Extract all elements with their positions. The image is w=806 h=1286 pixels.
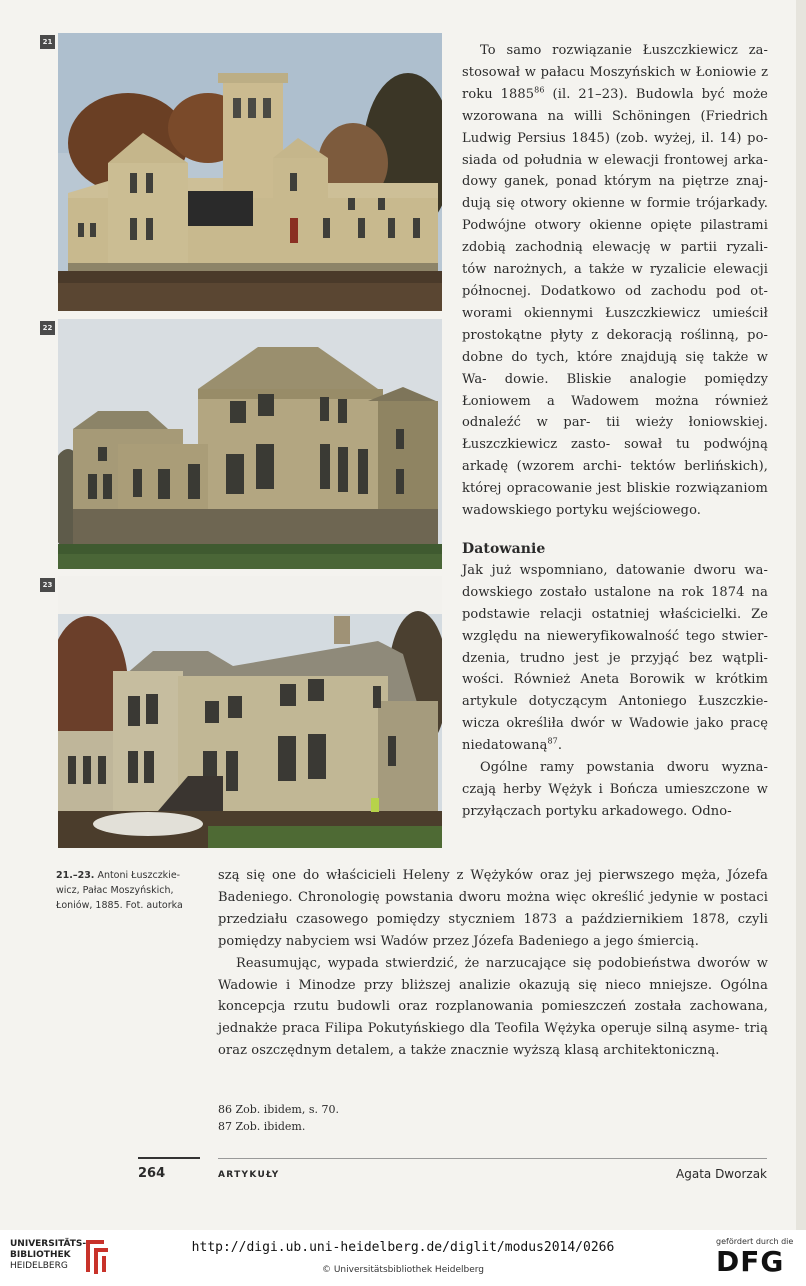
figure-number-23: 23	[40, 578, 55, 592]
photo-palace-east	[58, 576, 442, 848]
page-edge	[796, 0, 806, 1230]
figure-caption: 21.–23. Antoni Łuszczkie- wicz, Pałac Moszyńskich, Łoniów, 1885. Fot. autorka	[56, 870, 183, 911]
author-name: Agata Dworzak	[676, 1167, 767, 1181]
section-heading: Datowanie	[462, 540, 546, 557]
dfg-label: gefördert durch die	[716, 1237, 794, 1246]
right-text-column: To samo rozwiązanie Łuszczkiewicz za- stosował w pałacu Moszyńskich w Łoniowie z roku 1885$^{86}$ (il. 21–23). Budowla być może wzorowana na willi Schöningen (Friedrich Ludwig Persius 1845) (zob. wyżej, il. 14) po- siada od południa w elewacji frontowej arka- dowy ganek, ponad którym na piętrze znaj- dują się otwory okienne w formie trójarkady. Podwójne otwory okienne opięte pilastrami zdobią zachodnią elewację w partii ryzali- tów narożnych, a także w ryzalicie elewacji północnej. Dodatkowo od zachodu pod ot- worami okiennymi Łuszczkiewicz umieścił prostokątne płyty z dekoracją roślinną, po- dobne do tych, które znajdują się także w Wa- dowie. Bliskie analogie pomiędzy Łoniowem a Wadowem można również odnaleźć w par- tii wieży łoniowskiej. Łuszczkiewicz zasto- sował tu podwójną arkadę (wzorem archi- tektów berlińskich), której opracowanie jest bliskie rozwiązaniom wadowskiego portyku wejściowego. Datowanie Jak już wspomniano, datowanie dworu wa- dowskiego zostało ustalone na rok 1874 na podstawie relacji ostatniej właścicielki. Ze względu na nieweryfikowalność tego stwier- dzenia, trudno jest je przyjąć bez wątpli- wości. Również Aneta Borowik w krótkim artykule dotyczącym Antoniego Łuszczkie- wicza określiła dwór w Wadowie jako pracę niedatowaną$^{87}$. Ogólne ramy powstania dworu wyzna- czają herby Wężyk i Bończa umieszczone w przyłączach portyku arkadowego. Odno-	[462, 43, 769, 819]
wide-text-column: szą się one do właścicieli Heleny z Wężyków oraz jej pierwszego męża, Józefa Badeniego. Chronologię powstania dworu można więc określić jedynie w postaci przedziału czasowego pomiędzy styczniem 1873 a październikiem 1878, czyli pomiędzy nabyciem wsi Wadów przez Józefa Badeniego a jego śmiercią. Reasumując, wypada stwierdzić, że narzucające się podobieństwa dworów w Wadowie i Minodze przy bliższej analizie okazują się nieco mniejsze. Ogólna koncepcja rzutu budowli oraz rozplanowania pomieszczeń została zachowana, jednakże praca Filipa Pokutyńskiego dla Teofila Wężyka operuje silną asyme- trią oraz oszczędnym detalem, a także znacznie wyższą klasą architektoniczną.	[218, 868, 768, 1059]
university-library-logo[interactable]: UNIVERSITÄTS- BIBLIOTHEK HEIDELBERG	[10, 1239, 87, 1271]
footnotes	[218, 1101, 339, 1135]
figure-number-22: 22	[40, 321, 55, 335]
footer-rule	[218, 1158, 767, 1159]
photo-palace-west	[58, 319, 442, 569]
footnote-87: 87 Zob. ibidem.	[218, 1120, 306, 1133]
photo-palace-front	[58, 33, 442, 311]
copyright-notice: © Universitätsbibliothek Heidelberg	[321, 1265, 484, 1275]
footnote-86: 86 Zob. ibidem, s. 70.	[218, 1103, 339, 1116]
figure-number-21: 21	[40, 35, 55, 49]
footer-rule-short	[138, 1157, 200, 1159]
dfg-logo[interactable]: DFG	[716, 1245, 785, 1278]
page-number: 264	[138, 1166, 166, 1181]
permalink-url[interactable]: http://digi.ub.uni-heidelberg.de/diglit/modus2014/0266	[191, 1240, 615, 1255]
section-name: ARTYKUŁY	[218, 1170, 280, 1180]
library-bar	[0, 1230, 806, 1286]
